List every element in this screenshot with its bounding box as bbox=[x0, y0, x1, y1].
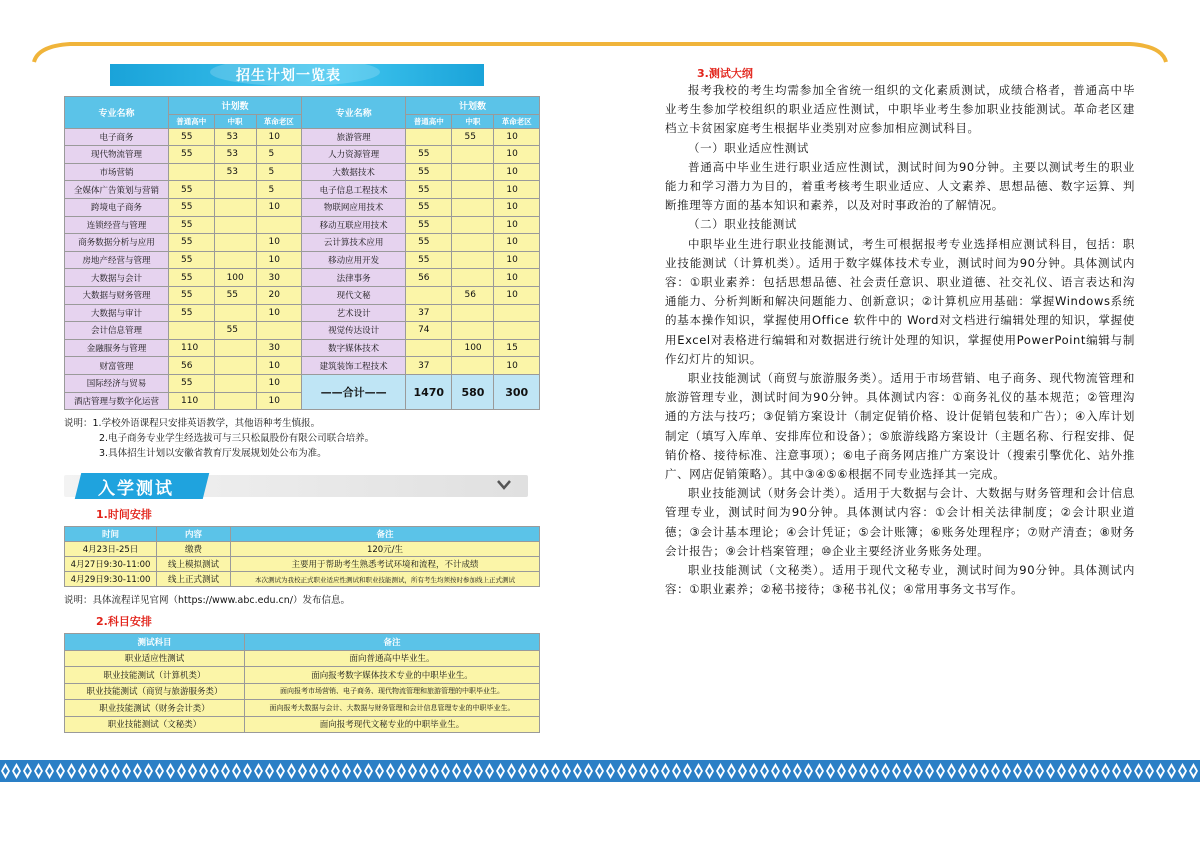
plan-value-cell: 10 bbox=[256, 392, 302, 410]
major-name-cell: 人力资源管理 bbox=[302, 146, 406, 164]
table-row bbox=[65, 650, 540, 667]
plan-value-cell: 55 bbox=[169, 146, 215, 164]
major-name-cell: 大数据与会计 bbox=[65, 269, 169, 287]
plan-value-cell: 100 bbox=[214, 269, 256, 287]
plan-value-cell: 100 bbox=[452, 339, 494, 357]
plan-value-cell: 55 bbox=[169, 374, 215, 392]
table-row bbox=[65, 667, 540, 684]
plan-value-cell: 56 bbox=[169, 357, 215, 375]
plan-value-cell bbox=[214, 198, 256, 216]
subject-cell: 职业技能测试（文秘类） bbox=[65, 716, 245, 733]
subjects-heading: 2.科目安排 bbox=[96, 615, 152, 629]
plan-value-cell: 10 bbox=[494, 198, 540, 216]
major-name-cell: 大数据技术 bbox=[302, 163, 406, 181]
total-value: 1470 bbox=[406, 374, 452, 409]
plan-value-cell: 55 bbox=[169, 216, 215, 234]
plan-value-cell bbox=[406, 128, 452, 146]
plan-value-cell: 53 bbox=[214, 146, 256, 164]
plan-value-cell bbox=[214, 181, 256, 199]
plan-title-banner bbox=[110, 64, 484, 86]
plan-value-cell bbox=[452, 304, 494, 322]
major-name-cell: 财富管理 bbox=[65, 357, 169, 375]
plan-value-cell: 10 bbox=[494, 251, 540, 269]
subject-cell: 面向报考现代文秘专业的中职毕业生。 bbox=[245, 716, 540, 733]
total-value: 580 bbox=[452, 374, 494, 409]
plan-value-cell: 110 bbox=[169, 392, 215, 410]
plan-value-cell bbox=[169, 163, 215, 181]
schedule-col-content: 内容 bbox=[157, 527, 231, 542]
plan-value-cell bbox=[452, 146, 494, 164]
schedule-col-time: 时间 bbox=[65, 527, 157, 542]
plan-value-cell bbox=[406, 339, 452, 357]
col-major-right: 专业名称 bbox=[302, 97, 406, 129]
plan-value-cell bbox=[452, 216, 494, 234]
major-name-cell: 电子商务 bbox=[65, 128, 169, 146]
subjects-col-remark: 备注 bbox=[245, 634, 540, 651]
schedule-cell: 本次测试为我校正式职业适应性测试和职业技能测试，所有考生均须按时参加线上正式测试 bbox=[231, 572, 540, 587]
plan-value-cell: 55 bbox=[406, 251, 452, 269]
plan-value-cell: 10 bbox=[256, 304, 302, 322]
subject-cell: 面向报考大数据与会计、大数据与财务管理和会计信息管理专业的中职毕业生。 bbox=[245, 700, 540, 717]
major-name-cell: 视觉传达设计 bbox=[302, 322, 406, 340]
table-row bbox=[65, 322, 540, 340]
plan-value-cell: 15 bbox=[494, 339, 540, 357]
plan-value-cell: 55 bbox=[169, 269, 215, 287]
table-row bbox=[65, 128, 540, 146]
plan-value-cell bbox=[406, 286, 452, 304]
table-row bbox=[65, 198, 540, 216]
total-value: 300 bbox=[494, 374, 540, 409]
schedule-cell: 4月27日9:30-11:00 bbox=[65, 557, 157, 572]
schedule-cell: 线上正式测试 bbox=[157, 572, 231, 587]
plan-value-cell: 10 bbox=[494, 146, 540, 164]
table-row bbox=[65, 163, 540, 181]
table-row bbox=[65, 286, 540, 304]
plan-value-cell bbox=[452, 181, 494, 199]
table-row bbox=[65, 683, 540, 700]
plan-value-cell: 55 bbox=[214, 322, 256, 340]
major-name-cell: 跨境电子商务 bbox=[65, 198, 169, 216]
plan-value-cell: 55 bbox=[214, 286, 256, 304]
subject-cell: 职业技能测试（商贸与旅游服务类） bbox=[65, 683, 245, 700]
plan-value-cell: 56 bbox=[406, 269, 452, 287]
subject-cell: 职业技能测试（计算机类） bbox=[65, 667, 245, 684]
plan-value-cell bbox=[452, 163, 494, 181]
subject-cell: 面向普通高中毕业生。 bbox=[245, 650, 540, 667]
schedule-heading: 1.时间安排 bbox=[96, 508, 152, 522]
schedule-note: 说明：具体流程详见官网（https://www.abc.edu.cn/）发布信息。 bbox=[64, 595, 350, 607]
major-name-cell: 物联网应用技术 bbox=[302, 198, 406, 216]
plan-value-cell: 55 bbox=[169, 286, 215, 304]
chevron-down-icon bbox=[496, 477, 512, 495]
subcol-old-area-right: 革命老区 bbox=[494, 114, 540, 128]
note-2: 2.电子商务专业学生经选拔可与三只松鼠股份有限公司联合培养。 bbox=[99, 433, 375, 445]
col-plan-right: 计划数 bbox=[406, 97, 540, 115]
table-row bbox=[65, 146, 540, 164]
plan-value-cell: 10 bbox=[494, 163, 540, 181]
plan-value-cell: 55 bbox=[169, 181, 215, 199]
plan-value-cell bbox=[452, 357, 494, 375]
outline-subheading-1: （一）职业适应性测试 bbox=[688, 140, 809, 155]
major-name-cell: 大数据与财务管理 bbox=[65, 286, 169, 304]
plan-value-cell: 10 bbox=[256, 234, 302, 252]
major-name-cell: 金融服务与管理 bbox=[65, 339, 169, 357]
major-name-cell: 全媒体广告策划与营销 bbox=[65, 181, 169, 199]
plan-value-cell bbox=[494, 304, 540, 322]
plan-value-cell bbox=[214, 392, 256, 410]
plan-value-cell: 20 bbox=[256, 286, 302, 304]
table-row bbox=[65, 269, 540, 287]
plan-value-cell: 10 bbox=[256, 128, 302, 146]
major-name-cell: 房地产经营与管理 bbox=[65, 251, 169, 269]
table-row bbox=[65, 216, 540, 234]
plan-value-cell: 55 bbox=[406, 216, 452, 234]
major-name-cell: 移动互联应用技术 bbox=[302, 216, 406, 234]
major-name-cell: 酒店管理与数字化运营 bbox=[65, 392, 169, 410]
table-row bbox=[65, 304, 540, 322]
major-name-cell: 数字媒体技术 bbox=[302, 339, 406, 357]
top-decorative-curve bbox=[0, 0, 1200, 70]
entrance-test-banner bbox=[64, 473, 528, 499]
plan-value-cell: 55 bbox=[406, 198, 452, 216]
plan-value-cell bbox=[452, 251, 494, 269]
plan-value-cell: 53 bbox=[214, 128, 256, 146]
plan-value-cell: 10 bbox=[494, 128, 540, 146]
plan-value-cell: 10 bbox=[494, 269, 540, 287]
major-name-cell: 旅游管理 bbox=[302, 128, 406, 146]
schedule-cell: 线上模拟测试 bbox=[157, 557, 231, 572]
plan-value-cell: 74 bbox=[406, 322, 452, 340]
major-name-cell: 移动应用开发 bbox=[302, 251, 406, 269]
subjects-col-subject: 测试科目 bbox=[65, 634, 245, 651]
table-row bbox=[65, 374, 540, 392]
outline-paragraph: 职业技能测试（财务会计类）。适用于大数据与会计、大数据与财务管理和会计信息管理专业，测试时间为90分钟。具体测试内容：①会计相关法律制度；②会计职业道德；③会计基本理论；④会计凭证；⑤会计账簿；⑥账务处理程序；⑦财产清查；⑧财务会计报告；⑨会计档案管理；⑩企业主要经济业务账务处理。 bbox=[665, 486, 1135, 558]
table-row bbox=[65, 234, 540, 252]
plan-value-cell: 110 bbox=[169, 339, 215, 357]
total-label: ——合计—— bbox=[302, 374, 406, 409]
enrollment-plan-table bbox=[64, 96, 540, 410]
outline-paragraph: 普通高中毕业生进行职业适应性测试，测试时间为90分钟。主要以测试考生的职业能力和学习潜力为目的，着重考核考生职业适应、人文素养、思想品德、数字运算、判断推理等方面的基本知识和素养，以及对时事政治的了解情况。 bbox=[665, 159, 1135, 213]
subcol-high-right: 普通高中 bbox=[406, 114, 452, 128]
plan-value-cell: 55 bbox=[169, 234, 215, 252]
plan-value-cell: 10 bbox=[494, 286, 540, 304]
note-1: 说明：1.学校外语课程只安排英语教学，其他语种考生慎报。 bbox=[64, 418, 321, 430]
entrance-test-title: 入学测试 bbox=[98, 479, 174, 500]
plan-value-cell: 10 bbox=[494, 234, 540, 252]
subcol-old-area-left: 革命老区 bbox=[256, 114, 302, 128]
schedule-col-remark: 备注 bbox=[231, 527, 540, 542]
major-name-cell: 商务数据分析与应用 bbox=[65, 234, 169, 252]
plan-value-cell: 55 bbox=[406, 163, 452, 181]
outline-heading: 3.测试大纲 bbox=[697, 67, 753, 80]
schedule-cell: 120元/生 bbox=[231, 542, 540, 557]
plan-value-cell: 55 bbox=[169, 128, 215, 146]
major-name-cell: 现代文秘 bbox=[302, 286, 406, 304]
plan-value-cell: 5 bbox=[256, 181, 302, 199]
plan-value-cell bbox=[256, 322, 302, 340]
outline-subheading-2: （二）职业技能测试 bbox=[688, 217, 797, 232]
major-name-cell: 会计信息管理 bbox=[65, 322, 169, 340]
plan-value-cell bbox=[214, 357, 256, 375]
plan-value-cell: 55 bbox=[169, 304, 215, 322]
plan-value-cell: 30 bbox=[256, 339, 302, 357]
table-row bbox=[65, 251, 540, 269]
plan-value-cell bbox=[214, 374, 256, 392]
outline-paragraph: 职业技能测试（商贸与旅游服务类）。适用于市场营销、电子商务、现代物流管理和旅游管理专业，测试时间为90分钟。具体测试内容：①商务礼仪的基本规范；②管理沟通的方法与技巧；③促销方案设计（制定促销价格、设计促销包装和广告）；④入库计划制定（填写入库单、安排库位和设备）；⑤旅游线路方案设计（主题名称、行程安排、促销价格、接待标准、注意事项）；⑥电子商务网店推广方案设计（搜索引擎优化、站外推广、网店促销策略）。其中③④⑤⑥根据不同专业选择其一完成。 bbox=[665, 371, 1135, 482]
plan-value-cell: 30 bbox=[256, 269, 302, 287]
subcol-vocational-right: 中职 bbox=[452, 114, 494, 128]
schedule-cell: 主要用于帮助考生熟悉考试环境和流程，不计成绩 bbox=[231, 557, 540, 572]
major-name-cell: 艺术设计 bbox=[302, 304, 406, 322]
plan-value-cell: 37 bbox=[406, 304, 452, 322]
major-name-cell: 现代物流管理 bbox=[65, 146, 169, 164]
plan-value-cell: 10 bbox=[256, 251, 302, 269]
plan-value-cell bbox=[214, 234, 256, 252]
bottom-pattern-band bbox=[0, 760, 1200, 782]
plan-value-cell: 55 bbox=[169, 251, 215, 269]
major-name-cell: 云计算技术应用 bbox=[302, 234, 406, 252]
major-name-cell: 市场营销 bbox=[65, 163, 169, 181]
outline-paragraph: 中职毕业生进行职业技能测试，考生可根据报考专业选择相应测试科目，包括：职业技能测试（计算机类）。适用于数字媒体技术专业，测试时间为90分钟。具体测试内容：①职业素养：包括思想品德、社会责任意识、职业道德、社交礼仪、语言表达和沟通能力、分析判断和解决问题能力、创新意识；②计算机应用基础：掌握Windows系统的基本操作知识，掌握使用Office 软件中的 Word对文档进行编辑处理的知识，掌握使用Excel对表格进行编辑和对数据进行统计处理的知识，掌握使用PowerPoint编辑与制作幻灯片的知识。 bbox=[665, 236, 1135, 366]
plan-value-cell: 5 bbox=[256, 163, 302, 181]
plan-value-cell bbox=[169, 322, 215, 340]
plan-value-cell bbox=[214, 216, 256, 234]
schedule-table bbox=[64, 526, 540, 587]
plan-value-cell bbox=[494, 322, 540, 340]
plan-value-cell: 53 bbox=[214, 163, 256, 181]
plan-value-cell: 10 bbox=[494, 181, 540, 199]
plan-value-cell bbox=[452, 198, 494, 216]
plan-title: 招生计划一览表 bbox=[236, 68, 341, 84]
plan-value-cell bbox=[256, 216, 302, 234]
plan-value-cell: 55 bbox=[169, 198, 215, 216]
plan-value-cell: 10 bbox=[256, 357, 302, 375]
table-row bbox=[65, 357, 540, 375]
left-page bbox=[64, 64, 544, 733]
right-page bbox=[665, 66, 1135, 599]
plan-value-cell: 10 bbox=[494, 357, 540, 375]
subject-cell: 面向报考市场营销、电子商务、现代物流管理和旅游管理的中职毕业生。 bbox=[245, 683, 540, 700]
subject-cell: 职业适应性测试 bbox=[65, 650, 245, 667]
schedule-cell: 4月29日9:30-11:00 bbox=[65, 572, 157, 587]
plan-value-cell bbox=[452, 322, 494, 340]
schedule-cell: 4月23日-25日 bbox=[65, 542, 157, 557]
outline-paragraph: 职业技能测试（文秘类）。适用于现代文秘专业，测试时间为90分钟。具体测试内容：①职业素养；②秘书接待；③秘书礼仪；④常用事务文书写作。 bbox=[665, 563, 1135, 597]
subcol-high-left: 普通高中 bbox=[169, 114, 215, 128]
subject-cell: 面向报考数字媒体技术专业的中职毕业生。 bbox=[245, 667, 540, 684]
subject-cell: 职业技能测试（财务会计类） bbox=[65, 700, 245, 717]
major-name-cell: 大数据与审计 bbox=[65, 304, 169, 322]
major-name-cell: 建筑装饰工程技术 bbox=[302, 357, 406, 375]
plan-value-cell bbox=[214, 251, 256, 269]
table-row bbox=[65, 542, 540, 557]
plan-value-cell: 55 bbox=[406, 181, 452, 199]
plan-value-cell: 10 bbox=[256, 198, 302, 216]
note-3: 3.具体招生计划以安徽省教育厅发展规划处公布为准。 bbox=[99, 448, 327, 460]
plan-notes bbox=[64, 416, 544, 461]
major-name-cell: 连锁经营与管理 bbox=[65, 216, 169, 234]
plan-value-cell: 5 bbox=[256, 146, 302, 164]
subcol-vocational-left: 中职 bbox=[214, 114, 256, 128]
major-name-cell: 法律事务 bbox=[302, 269, 406, 287]
table-row bbox=[65, 716, 540, 733]
schedule-cell: 缴费 bbox=[157, 542, 231, 557]
plan-value-cell: 56 bbox=[452, 286, 494, 304]
plan-value-cell bbox=[214, 304, 256, 322]
table-row bbox=[65, 700, 540, 717]
plan-value-cell bbox=[452, 234, 494, 252]
col-major-left: 专业名称 bbox=[65, 97, 169, 129]
table-row bbox=[65, 557, 540, 572]
major-name-cell: 国际经济与贸易 bbox=[65, 374, 169, 392]
plan-value-cell: 55 bbox=[406, 146, 452, 164]
table-row bbox=[65, 339, 540, 357]
table-row bbox=[65, 181, 540, 199]
plan-value-cell: 55 bbox=[452, 128, 494, 146]
plan-value-cell: 10 bbox=[256, 374, 302, 392]
outline-paragraph: 报考我校的考生均需参加全省统一组织的文化素质测试，成绩合格者，普通高中毕业考生参加学校组织的职业适应性测试，中职毕业考生参加职业技能测试。革命老区建档立卡贫困家庭考生根据毕业类别对应参加相应测试科目。 bbox=[665, 83, 1135, 136]
plan-value-cell: 37 bbox=[406, 357, 452, 375]
plan-value-cell: 55 bbox=[406, 234, 452, 252]
table-row bbox=[65, 572, 540, 587]
major-name-cell: 电子信息工程技术 bbox=[302, 181, 406, 199]
subjects-table bbox=[64, 633, 540, 733]
plan-value-cell bbox=[452, 269, 494, 287]
plan-value-cell bbox=[214, 339, 256, 357]
plan-value-cell: 10 bbox=[494, 216, 540, 234]
col-plan-left: 计划数 bbox=[169, 97, 302, 115]
